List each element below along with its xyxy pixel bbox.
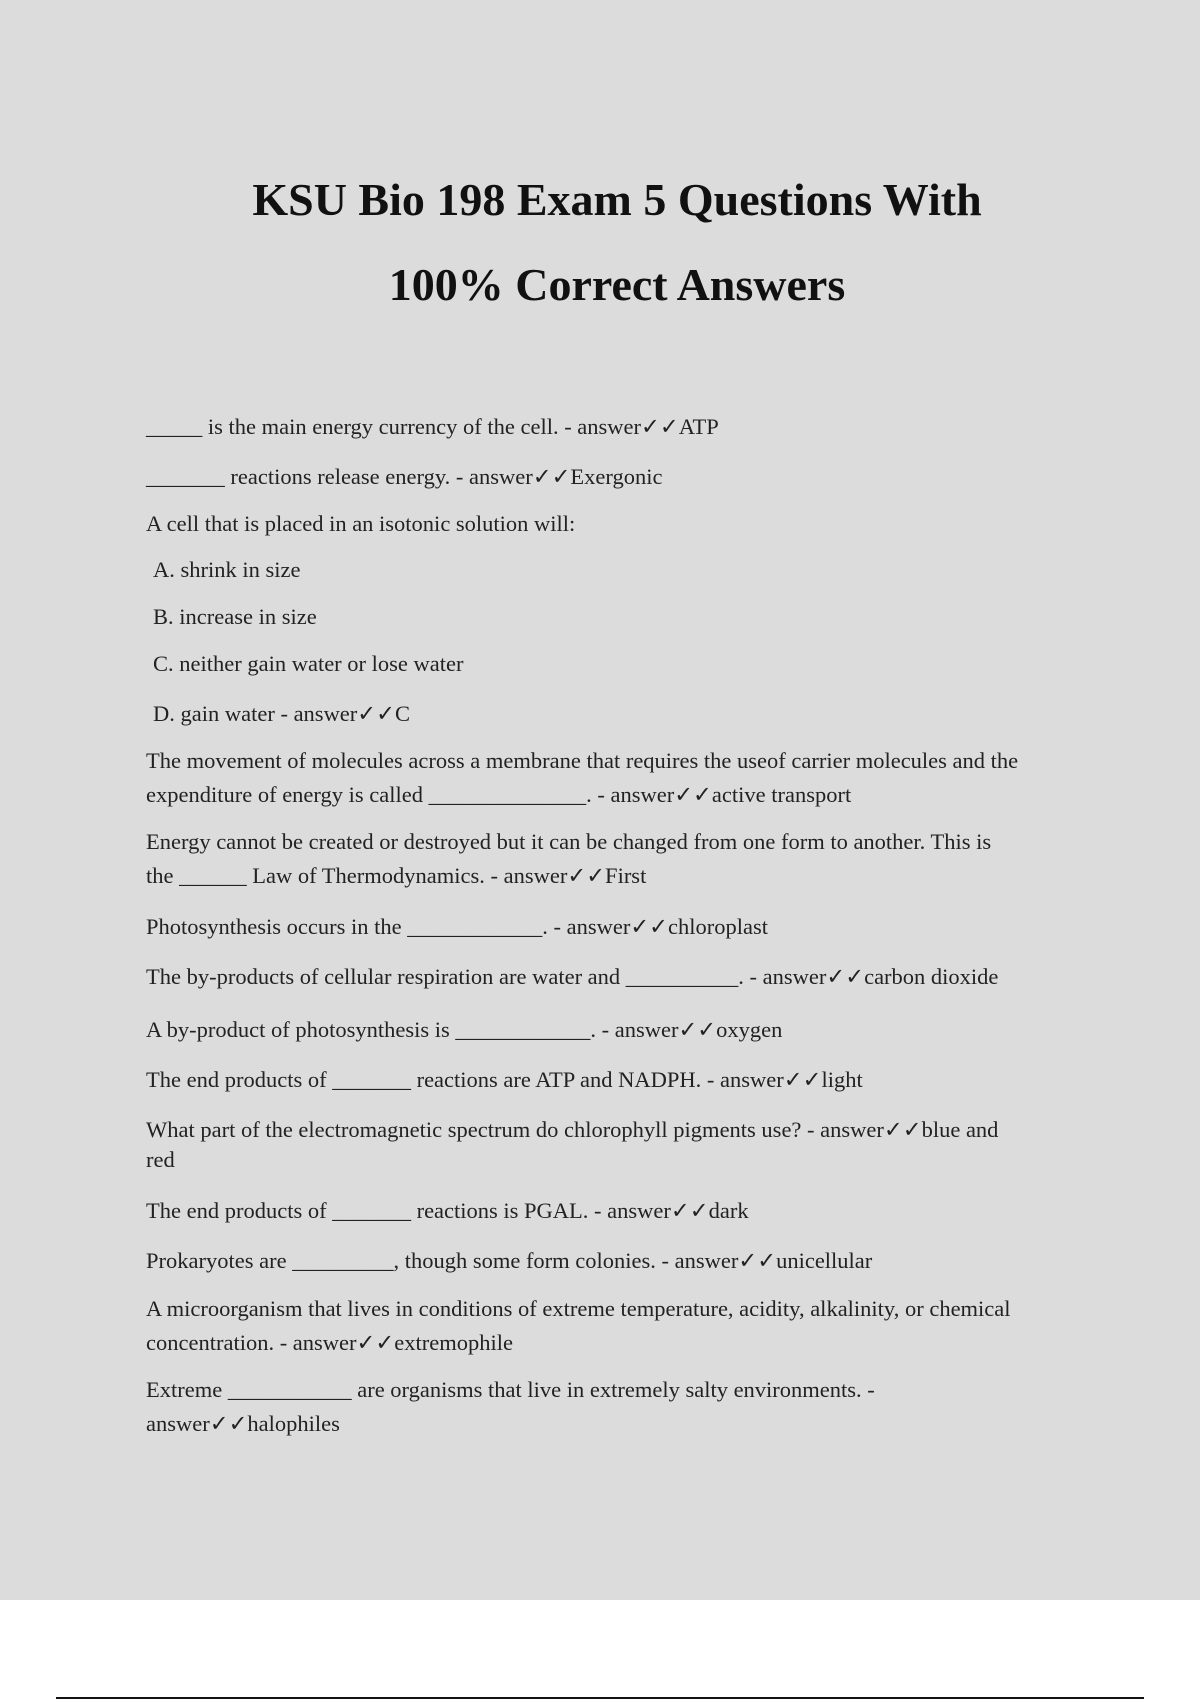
- question-thermodynamics-line-1: Energy cannot be created or destroyed but it can be changed from one form to another. This is: [146, 829, 992, 854]
- question-atp: _____ is the main energy currency of the cell. - answer✓✓ATP: [146, 414, 719, 439]
- question-unicellular: Prokaryotes are _________, though some form colonies. - answer✓✓unicellular: [146, 1248, 873, 1273]
- document-title-line-1: KSU Bio 198 Exam 5 Questions With: [252, 174, 982, 225]
- question-dark: The end products of _______ reactions is PGAL. - answer✓✓dark: [146, 1198, 749, 1223]
- question-extremophile-line-2: concentration. - answer✓✓extremophile: [146, 1330, 513, 1355]
- option-d-answer: D. gain water - answer✓✓C: [153, 701, 411, 726]
- question-exergonic: _______ reactions release energy. - answer✓✓Exergonic: [146, 464, 663, 489]
- document-title-line-2: 100% Correct Answers: [388, 259, 846, 310]
- option-a: A. shrink in size: [153, 557, 301, 582]
- question-carbon-dioxide: The by-products of cellular respiration are water and __________. - answer✓✓carbon dioxide: [146, 964, 999, 989]
- question-active-transport-line-1: The movement of molecules across a membrane that requires the useof carrier molecules and the: [146, 748, 1019, 773]
- question-active-transport-line-2: expenditure of energy is called ______________. - answer✓✓active transport: [146, 782, 852, 807]
- question-chloroplast: Photosynthesis occurs in the ____________. - answer✓✓chloroplast: [146, 914, 769, 939]
- question-isotonic: A cell that is placed in an isotonic solution will:: [146, 511, 576, 536]
- question-oxygen: A by-product of photosynthesis is ____________. - answer✓✓oxygen: [146, 1017, 783, 1042]
- option-b: B. increase in size: [153, 604, 317, 629]
- footer-divider: [56, 1697, 1144, 1699]
- question-light: The end products of _______ reactions are ATP and NADPH. - answer✓✓light: [146, 1067, 863, 1092]
- question-halophiles-line-2: answer✓✓halophiles: [146, 1411, 340, 1436]
- question-halophiles-line-1: Extreme ___________ are organisms that live in extremely salty environments. -: [146, 1377, 875, 1402]
- question-spectrum-line-1: What part of the electromagnetic spectrum do chlorophyll pigments use? - answer✓✓blue and: [146, 1117, 999, 1142]
- option-c: C. neither gain water or lose water: [153, 651, 464, 676]
- question-spectrum-line-2: red: [146, 1147, 175, 1172]
- question-thermodynamics-line-2: the ______ Law of Thermodynamics. - answer✓✓First: [146, 863, 647, 888]
- question-extremophile-line-1: A microorganism that lives in conditions of extreme temperature, acidity, alkalinity, or chemical: [146, 1296, 1011, 1321]
